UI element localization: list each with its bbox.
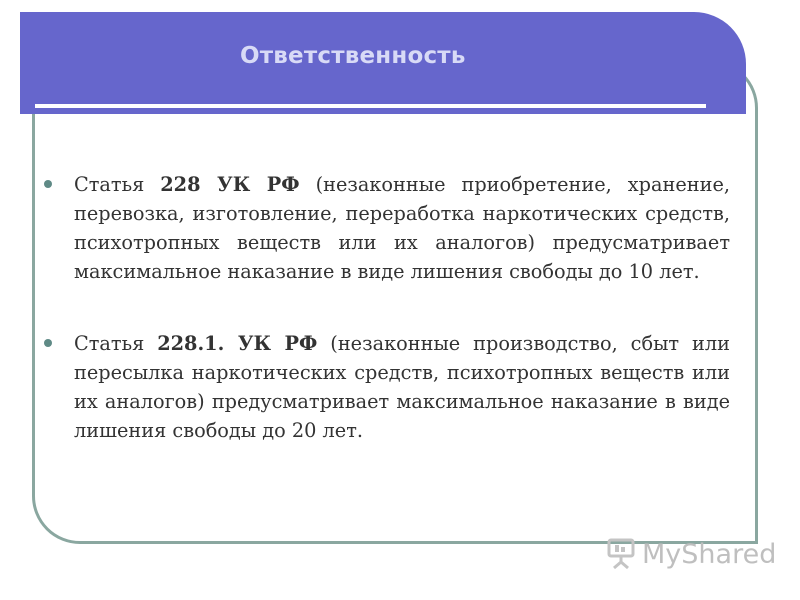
bullet-dot [44, 339, 52, 347]
myshared-logo-icon [606, 538, 636, 570]
bullet-list [44, 170, 730, 488]
bullet-item-article-228 [44, 170, 730, 286]
slide-title: Ответственность [240, 43, 466, 69]
bullet-text [74, 329, 730, 445]
article-prefix: Статья [74, 173, 161, 196]
article-description: (незаконные производство, сбыт или пересылка наркотических средств, психотропных веществ или их аналогов) предусматривает максимальное наказание в виде лишения свободы до 20 лет. [74, 332, 730, 442]
bullet-dot [44, 180, 52, 188]
article-number: 228 УК РФ [160, 173, 300, 196]
bullet-text [74, 170, 730, 286]
title-underline [35, 104, 706, 108]
bullet-item-article-228-1 [44, 329, 730, 445]
article-description: (незаконные приобретение, хранение, перевозка, изготовление, переработка наркотических средств, психотропных веществ или их аналогов) предусматривает максимальное наказание в виде лишения свободы до 10 лет. [74, 173, 730, 283]
article-prefix: Статья [74, 332, 158, 355]
article-number: 228.1. УК РФ [157, 332, 318, 355]
watermark-text: MyShared [642, 538, 777, 570]
watermark [606, 537, 776, 571]
